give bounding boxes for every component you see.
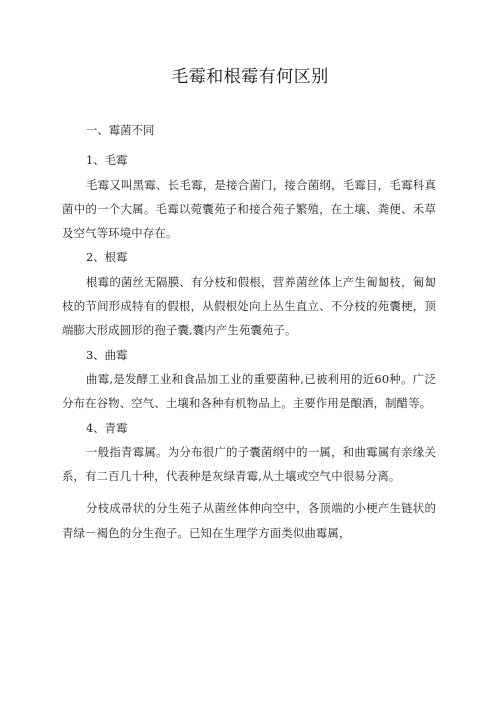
section-heading-fungi-differences: 一、霉菌不同 xyxy=(86,123,155,137)
document-title: 毛霉和根霉有何区别 xyxy=(171,67,329,87)
spacer xyxy=(62,488,436,496)
paragraph-mucor: 毛霉又叫黑霉、长毛霉，是接合菌门，接合菌纲，毛霉目，毛霉科真菌中的一个大属。毛霉以菀囊苑子和接合苑子繁殖，在土壤、粪便、禾草及空气等环境中存在。 xyxy=(62,177,436,241)
document-body xyxy=(62,118,436,545)
paragraph-penicillium-conidia: 分枝成帚状的分生苑子从菌丝体伸向空中，各顶端的小梗产生链状的青绿－褐色的分生孢子。已知在生理学方面类似曲霉属， xyxy=(62,501,436,540)
subheading-penicillium: 4、青霉 xyxy=(86,420,128,435)
paragraph-rhizopus: 根霉的菌丝无隔膜、有分枝和假根，营养菌丝体上产生匍匐枝，匍匐枝的节间形成特有的假根，从假根处向上丛生直立、不分枝的苑囊梗，顶端膨大形成圆形的孢子囊,囊内产生苑囊苑子。 xyxy=(62,274,436,338)
subheading-rhizopus: 2、根霉 xyxy=(86,250,128,265)
paragraph-penicillium: 一般指青霉属。为分布很广的子囊菌纲中的一属，和曲霉属有亲缘关系，有二百几十种，代表种是灰绿青霉,从土壤或空气中很易分离。 xyxy=(62,444,436,484)
subheading-aspergillus: 3、曲霉 xyxy=(86,347,128,362)
paragraph-aspergillus: 曲霉,是发酵工业和食品加工业的重要菌种,已被利用的近60种。广泛分布在谷物、空气、土壤和各种有机物品上。主要作用是酿酒，制醋等。 xyxy=(62,371,436,411)
subheading-mucor: 1、毛霉 xyxy=(86,153,128,168)
